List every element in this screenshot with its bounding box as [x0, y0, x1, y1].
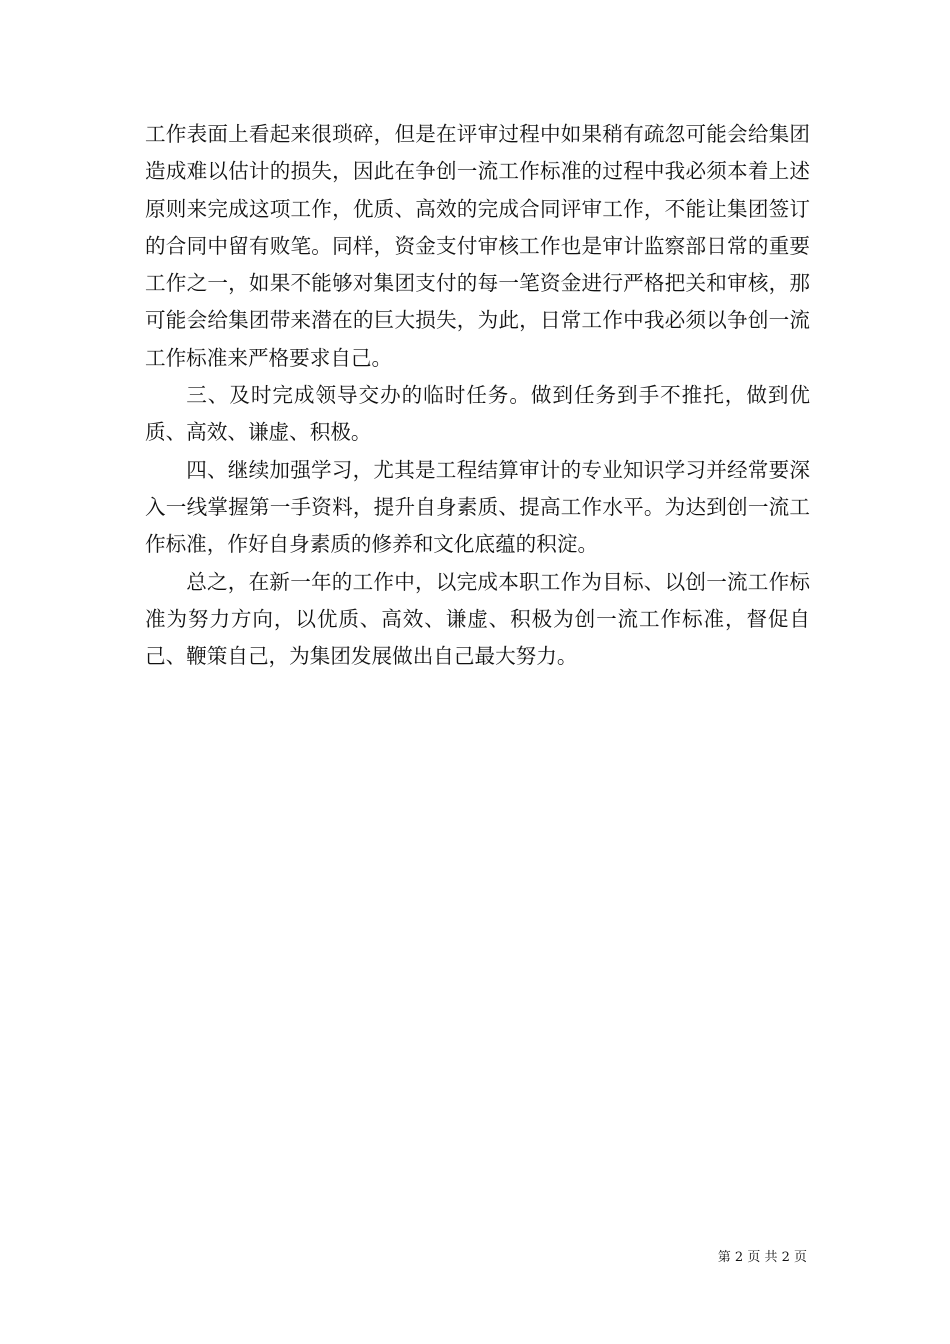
paragraph-continued: 工作表面上看起来很琐碎，但是在评审过程中如果稍有疏忽可能会给集团造成难以估计的损失，因此在争创一流工作标准的过程中我必须本着上述原则来完成这项工作，优质、高效的完成合同评审工作，不能让集团签订的合同中留有败笔。同样，资金支付审核工作也是审计监察部日常的重要工作之一，如果不能够对集团支付的每一笔资金进行严格把关和审核，那可能会给集团带来潜在的巨大损失，为此，日常工作中我必须以争创一流工作标准来严格要求自己。	[145, 122, 810, 370]
paragraph-item-3: 三、及时完成领导交办的临时任务。做到任务到手不推托，做到优质、高效、谦虚、积极。	[145, 383, 810, 445]
paragraph-item-4: 四、继续加强学习，尤其是工程结算审计的专业知识学习并经常要深入一线掌握第一手资料，提升自身素质、提高工作水平。为达到创一流工作标准，作好自身素质的修养和文化底蕴的积淀。	[145, 457, 810, 557]
document-body	[145, 116, 810, 675]
paragraph-conclusion: 总之，在新一年的工作中，以完成本职工作为目标、以创一流工作标准为努力方向，以优质、高效、谦虚、积极为创一流工作标准，督促自己、鞭策自己，为集团发展做出自己最大努力。	[145, 569, 810, 669]
page-number-footer: 第 2 页 共 2 页	[717, 1250, 807, 1265]
